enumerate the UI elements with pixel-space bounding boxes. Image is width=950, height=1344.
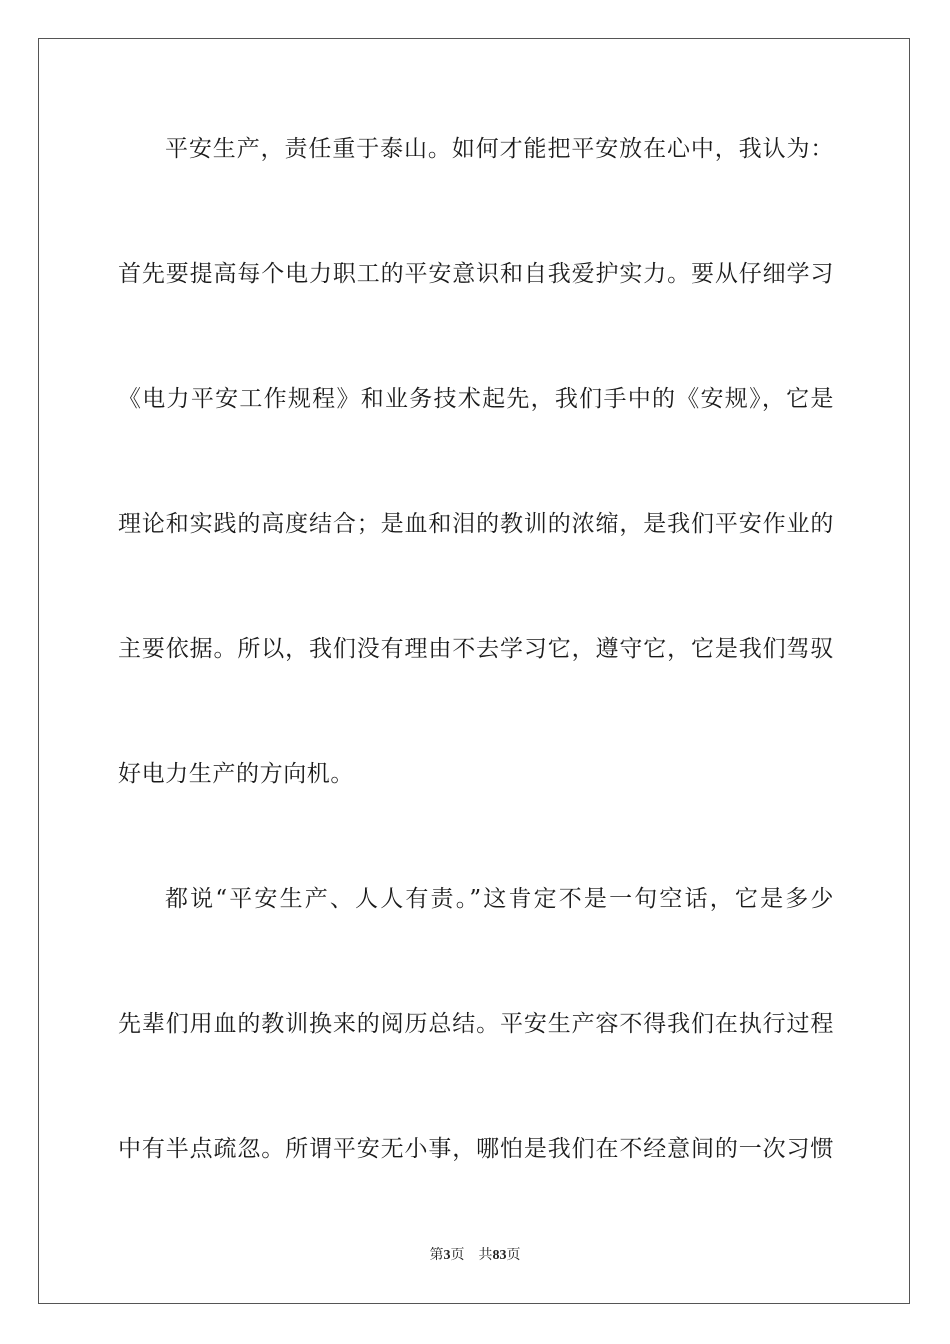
- text-line: 都说“平安生产、人人有责。”这肯定不是一句空话，它是多少: [165, 886, 834, 912]
- page-footer: [0, 1247, 950, 1265]
- text-line: 平安生产，责任重于泰山。如何才能把平安放在心中，我认为：: [165, 136, 834, 162]
- page-border: [38, 38, 910, 1304]
- total-suffix: 页: [506, 1248, 521, 1263]
- total-prefix: 共: [478, 1248, 493, 1263]
- page-suffix: 页: [450, 1248, 465, 1263]
- text-line: 主要依据。所以，我们没有理由不去学习它，遵守它，它是我们驾驭: [118, 636, 834, 662]
- text-line: 先辈们用血的教训换来的阅历总结。平安生产容不得我们在执行过程: [118, 1011, 834, 1037]
- text-line: 好电力生产的方向机。: [118, 761, 354, 787]
- page-number: 3: [443, 1248, 451, 1263]
- total-pages: 83: [492, 1248, 507, 1263]
- text-line: 理论和实践的高度结合；是血和泪的教训的浓缩，是我们平安作业的: [118, 511, 834, 537]
- text-line: 《电力平安工作规程》和业务技术起先，我们手中的《安规》，它是: [118, 386, 834, 412]
- page-prefix: 第: [429, 1248, 444, 1263]
- text-line: 首先要提高每个电力职工的平安意识和自我爱护实力。要从仔细学习: [118, 261, 834, 287]
- text-line: 中有半点疏忽。所谓平安无小事，哪怕是我们在不经意间的一次习惯: [118, 1136, 834, 1162]
